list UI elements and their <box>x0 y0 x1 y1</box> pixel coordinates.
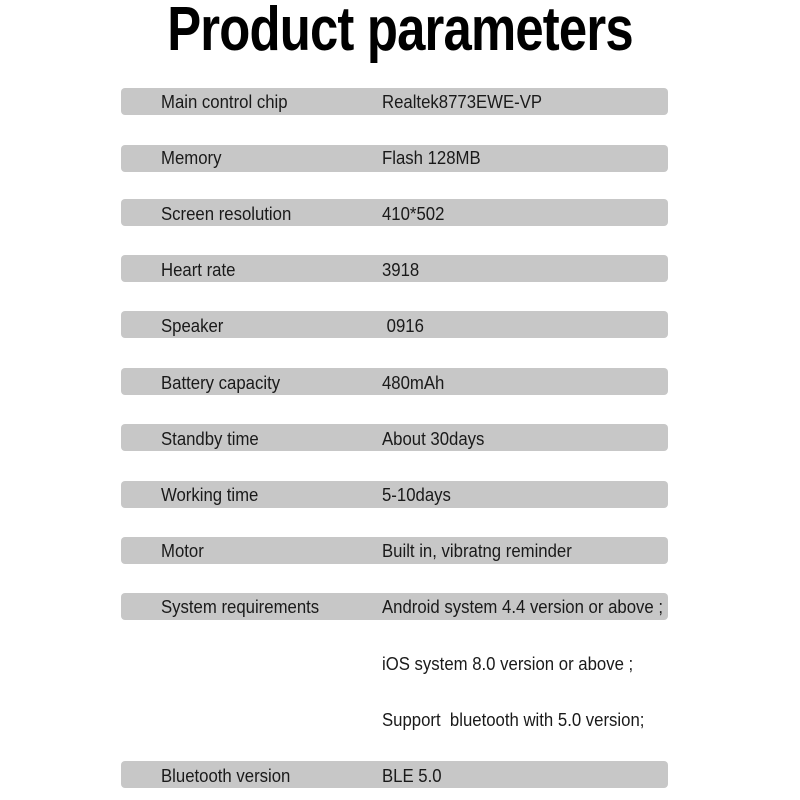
param-value: 3918 <box>382 260 420 280</box>
param-label: Speaker <box>161 316 224 336</box>
param-label: Standby time <box>161 429 259 449</box>
page-title: Product parameters <box>167 0 633 64</box>
param-value: Realtek8773EWE-VP <box>382 92 543 112</box>
param-label: Working time <box>161 485 259 505</box>
system-requirements-line: Support bluetooth with 5.0 version; <box>382 710 645 730</box>
param-label: System requirements <box>161 597 320 617</box>
param-value: Built in, vibratng reminder <box>382 541 572 561</box>
param-label: Main control chip <box>161 92 288 112</box>
param-value: Android system 4.4 version or above ; <box>382 597 664 617</box>
param-label: Screen resolution <box>161 204 292 224</box>
system-requirements-line: iOS system 8.0 version or above ; <box>382 654 634 674</box>
param-label: Memory <box>161 148 222 168</box>
param-label: Heart rate <box>161 260 236 280</box>
param-value: 5-10days <box>382 485 451 505</box>
param-label: Battery capacity <box>161 373 281 393</box>
param-value: BLE 5.0 <box>382 766 442 786</box>
param-value: 480mAh <box>382 373 445 393</box>
param-value: About 30days <box>382 429 485 449</box>
param-label: Motor <box>161 541 204 561</box>
param-value: Flash 128MB <box>382 148 481 168</box>
param-value: 0916 <box>382 316 424 336</box>
param-label: Bluetooth version <box>161 766 291 786</box>
param-value: 410*502 <box>382 204 445 224</box>
